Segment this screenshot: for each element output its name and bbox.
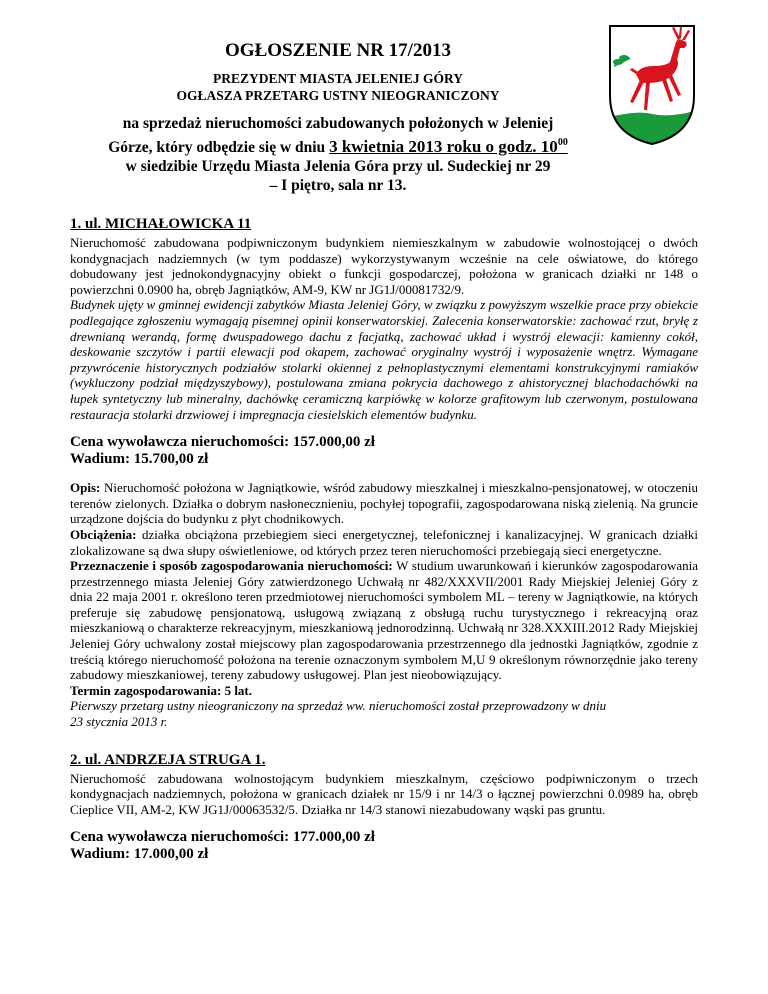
- termin-text: Termin zagospodarowania: 5 lat.: [70, 682, 253, 698]
- section-1-heading: 1. ul. MICHAŁOWICKA 11: [70, 216, 252, 232]
- sale-line-1: na sprzedaż nieruchomości zabudowanych położonych w Jeleniej: [122, 115, 554, 132]
- header: [70, 40, 606, 195]
- opis-label: Opis:: [70, 480, 101, 496]
- sale-line-4: – I piętro, sala nr 13.: [269, 177, 407, 194]
- section-1-deposit: Wadium: 15.700,00 zł: [70, 451, 209, 468]
- section-1-termin: [70, 683, 698, 699]
- announcement-title: OGŁOSZENIE NR 17/2013: [225, 40, 451, 61]
- sale-line-3: w siedzibie Urzędu Miasta Jelenia Góra przy ul. Sudeckiej nr 29: [125, 158, 551, 175]
- obciazenia-label: Obciążenia:: [70, 526, 137, 542]
- section-1-przeznaczenie: [70, 558, 698, 683]
- announcement-body: [70, 216, 698, 863]
- sale-date: [329, 137, 568, 156]
- subtitle-line-2: OGŁASZA PRZETARG USTNY NIEOGRANICZONY: [176, 88, 500, 103]
- section-1-obciazenia: [70, 527, 698, 558]
- sale-line-2-prefix: Górze, który odbędzie się w dniu: [108, 139, 330, 156]
- sale-time-sup: 00: [557, 137, 568, 148]
- sale-info: [70, 114, 606, 195]
- section-1-price: Cena wywoławcza nieruchomości: 157.000,00 zł: [70, 434, 375, 451]
- section-1-first-tender: [70, 698, 698, 729]
- first-tender-line-1: Pierwszy przetarg ustny nieograniczony na sprzedaż ww. nieruchomości został przeprowadzony w dniu: [70, 698, 607, 714]
- section-2-description: Nieruchomość zabudowana wolnostojącym budynkiem mieszkalnym, częściowo podpiwniczonym o trzech kondygnacjach nadziemnych, położona w granicach działek nr 15/9 i nr 14/3 o łącznej powierzchni 0.0989 ha, obręb Cieplice VII, AM-2, KW JG1J/00063532/5. Działka nr 14/3 stanowi niezabudowany wąski pas gruntu.: [70, 770, 698, 817]
- obciazenia-text: działka obciążona przebiegiem sieci energetycznej, telefonicznej i kanalizacyjnej. W granicach działki zlokalizowane są dwa słupy oświetleniowe, od których przez teren nieruchomości przebiegają sieci energetyczne.: [70, 526, 698, 558]
- section-2-price: Cena wywoławcza nieruchomości: 177.000,00 zł: [70, 829, 375, 846]
- section-1-opis: [70, 480, 698, 527]
- section-2-deposit: Wadium: 17.000,00 zł: [70, 846, 209, 863]
- section-1-description: Nieruchomość zabudowana podpiwniczonym budynkiem niemieszkalnym w zabudowie wolnostojącej o dwóch kondygnacjach nadziemnych (w tym poddasze) wykorzystywanym wcześnie na cele oświatowe, do którego dobudowany jest jednokondygnacyjny obiekt o funkcji gospodarczej, położona w granicach działki nr 148 o powierzchni 0.0900 ha, obręb Jagniątków, AM-9, KW nr JG1J/00081732/9.: [70, 235, 698, 297]
- sale-date-text: 3 kwietnia 2013 roku o godz. 10: [329, 137, 558, 156]
- opis-text: Nieruchomość położona w Jagniątkowie, wśród zabudowy mieszkalnej i mieszkalno-pensjonatowej, w otoczeniu terenów zielonych. Działka o dobrym nasłonecznieniu, pochyłej topografii, zagospodarowana niską zielenią. Na gruncie urządzone dojścia do budynku z płyt chodnikowych.: [70, 480, 698, 527]
- przeznaczenie-text: W studium uwarunkowań i kierunków zagospodarowania przestrzennego miasta Jeleniej Góry zatwierdzonego Uchwałą nr 482/XXXVII/2001 Rady Miejskiej Jeleniej Góry z dnia 22 maja 2001 r. określono teren przedmiotowej nieruchomości symbolem ML – tereny w Jagniątkowie, na których preferuje się zabudowę pensjonatową, usługową związaną z obsługą ruchu turystycznego i rekreacyjną oraz mieszkaniową o charakterze rekreacyjnym, mieszkaniową jednorodzinną. Uchwałą nr 328.XXXIII.2012 Rady Miejskiej Jeleniej Góry uchwalony został miejscowy plan zagospodarowania przestrzennego dla jednostki Jagniątków, zgodnie z treścią którego nieruchomość położona na terenie oznaczonym symbolem M,U 9 określonym równorzędnie jako tereny zabudowy mieszkaniowej, tereny zabudowy usługowej. Plan jest nieobowiązujący.: [70, 558, 698, 683]
- deer-coat-of-arms-icon: [606, 22, 698, 148]
- section-2-heading: 2. ul. ANDRZEJA STRUGA 1.: [70, 751, 266, 768]
- section-1-conservation-note: Budynek ujęty w gminnej ewidencji zabytków Miasta Jeleniej Góry, w związku z powyższym wszelkie prace przy obiekcie podlegające zgłoszeniu wymagają pisemnej opinii konserwatorskiej. Zalecenia konserwatorskie: zachować rzut, bryłę z drewnianą werandą, formę dwuspadowego dachu z facjatką, zachować układ i wystrój elewacji: kamienny cokół, deskowanie szczytów i partii elewacji pod okapem, zachować oryginalny wystrój i wyposażenie wnętrz. Wymagane przywrócenie historycznych podziałów stolarki okiennej z pełnoplastycznymi elementami konstrukcyjnymi ramiaków (wykluczony podział międzyszybowy), postulowana zmiana pokrycia dachowego z ahistorycznej blachodachówki na łupek syntetyczny lub mineralny, dachówkę ceramiczną karpiówkę w kolorze grafitowym lub czerwonym, postulowana restauracja stolarki drzwiowej i impregnacja ciesielskich elementów budynku.: [70, 297, 698, 422]
- subtitle-line-1: PREZYDENT MIASTA JELENIEJ GÓRY: [213, 71, 463, 86]
- first-tender-line-2: 23 stycznia 2013 r.: [70, 714, 168, 730]
- przeznaczenie-label: Przeznaczenie i sposób zagospodarowania nieruchomości:: [70, 558, 393, 574]
